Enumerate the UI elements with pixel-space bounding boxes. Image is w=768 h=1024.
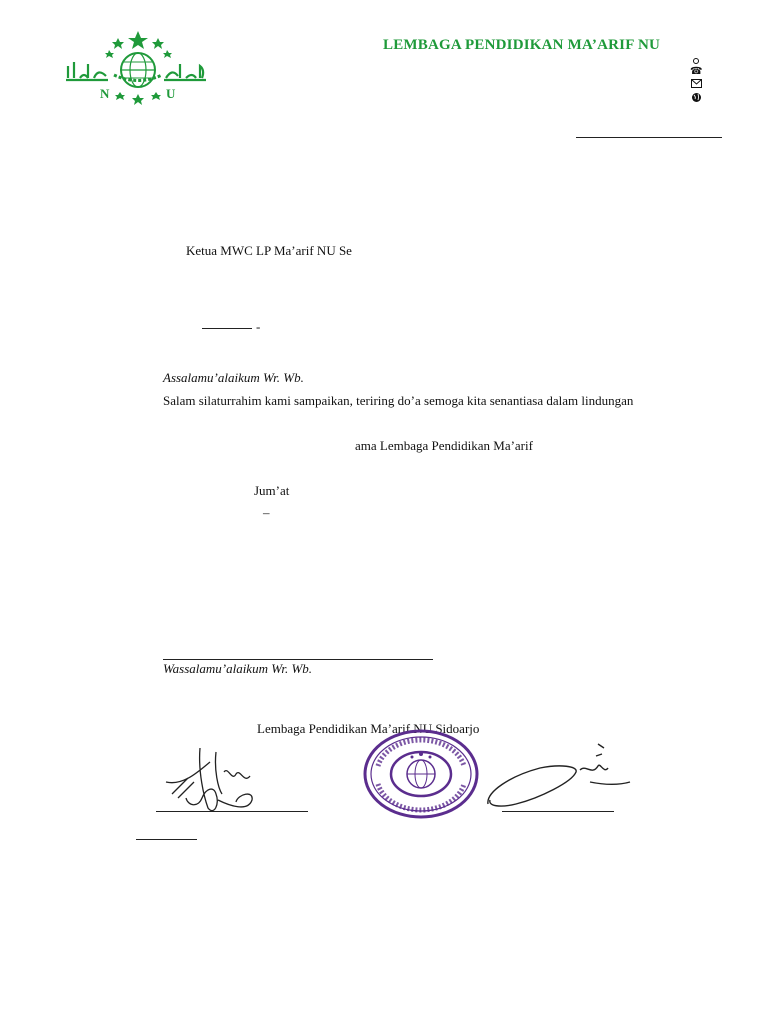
globe-icon	[690, 92, 702, 102]
nu-globe-emblem	[62, 28, 210, 108]
closing-salutation: Wassalamu’alaikum Wr. Wb.	[163, 661, 313, 676]
time-dash: –	[263, 505, 270, 520]
opening-paragraph: Salam silaturrahim kami sampaikan, teriring do’a semoga kita senantiasa dalam lindungan	[163, 393, 634, 408]
greeting: Assalamu’alaikum Wr. Wb.	[163, 370, 304, 385]
logo-letter-u: U	[166, 86, 176, 101]
place-dash: -	[256, 319, 261, 334]
left-signature-line	[156, 811, 308, 812]
phone-icon: ☎	[690, 66, 703, 77]
nu-logo	[62, 28, 210, 108]
recipient-line: Ketua MWC LP Ma’arif NU Se	[186, 243, 352, 258]
closing-rule	[163, 659, 433, 660]
event-day: Jum’at	[254, 483, 290, 498]
organization-name: LEMBAGA PENDIDIKAN MA’ARIF NU	[383, 37, 661, 53]
footnote-rule	[136, 839, 197, 840]
logo-letter-n: N	[100, 86, 111, 101]
envelope-icon	[690, 79, 702, 89]
place-underline	[202, 328, 252, 329]
right-signature	[480, 742, 632, 812]
signing-institution: Lembaga Pendidikan Ma’arif NU Sidoarjo	[257, 721, 480, 736]
paragraph-fragment: ama Lembaga Pendidikan Ma’arif	[355, 438, 533, 453]
left-signature	[158, 742, 288, 816]
official-stamp	[362, 728, 480, 820]
date-underline	[576, 137, 722, 138]
right-signature-line	[502, 811, 614, 812]
